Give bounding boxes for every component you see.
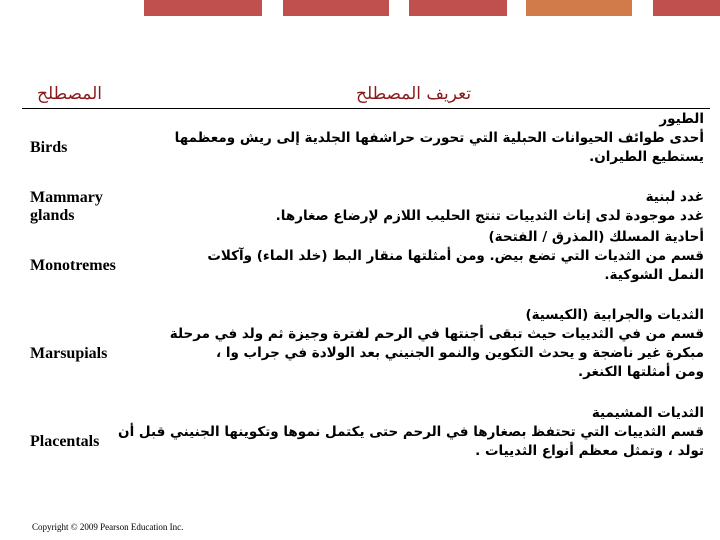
- definition-line: ومن أمثلتها الكنغر.: [577, 364, 704, 380]
- definition-line: غدد موجودة لدى إناث الثدييات تنتج الحليب اللازم لإرضاع صغارها.: [275, 208, 704, 224]
- definition-cell: [117, 305, 710, 403]
- definition-line: تولد ، وتمثل معظم أنواع الثدييات .: [475, 443, 704, 459]
- definition-line: الثديات المشيمية: [591, 405, 704, 421]
- definition-cell: [117, 403, 710, 481]
- decorative-bar: [653, 0, 720, 16]
- definition-line: أحادية المسلك (المذرق / الفتحة): [488, 229, 704, 245]
- term-cell: Placentals: [30, 433, 100, 450]
- definition-column-header: تعريف المصطلح: [117, 80, 710, 109]
- table-header-row: [22, 80, 710, 109]
- table-row: [22, 227, 710, 305]
- decorative-bar: [409, 0, 507, 16]
- term-column-header: المصطلح: [22, 80, 117, 109]
- terms-table: [22, 80, 710, 481]
- definition-line: يستطيع الطيران.: [589, 149, 704, 165]
- table-row: [22, 187, 710, 227]
- term-cell: Marsupials: [30, 345, 108, 362]
- definition-line: قسم الثدييات التي تحتفظ بصغارها في الرحم حتى يكتمل نموها وتكوينها الجنيني قبل أن: [118, 424, 704, 440]
- term-cell: Monotremes: [30, 257, 116, 274]
- term-cell: Mammary glands: [30, 189, 103, 224]
- definition-line: قسم من الثديات التي تضع بيض. ومن أمثلتها منقار البط (خلد الماء) وآكلات: [207, 248, 704, 264]
- decorative-bar: [144, 0, 262, 16]
- decorative-bar: [526, 0, 632, 16]
- decorative-bar: [283, 0, 389, 16]
- definition-line: قسم من في الثدييات حيث تبقى أجنتها في الرحم لفترة وجيزة ثم ولد في مرحلة: [169, 326, 704, 342]
- definition-line: غدد لبنية: [645, 189, 704, 205]
- definition-cell: [117, 187, 710, 227]
- definition-line: الثديات والجرابية (الكيسية): [525, 307, 704, 323]
- definition-cell: [117, 109, 710, 188]
- table-row: [22, 305, 710, 403]
- table-row: [22, 109, 710, 188]
- definition-line: مبكرة غير ناضجة و يحدث التكوين والنمو الجنيني بعد الولادة في جراب وا ،: [215, 345, 704, 361]
- term-cell: Birds: [30, 139, 68, 156]
- table-row: [22, 403, 710, 481]
- copyright-notice: Copyright © 2009 Pearson Education Inc.: [32, 522, 184, 532]
- definition-line: أحدى طوائف الحيوانات الحبلية التي تحورت حراشفها الجلدية إلى ريش ومعظمها: [174, 130, 704, 146]
- definition-line: النمل الشوكية.: [604, 267, 704, 283]
- definition-line: الطيور: [659, 111, 704, 127]
- definition-cell: [117, 227, 710, 305]
